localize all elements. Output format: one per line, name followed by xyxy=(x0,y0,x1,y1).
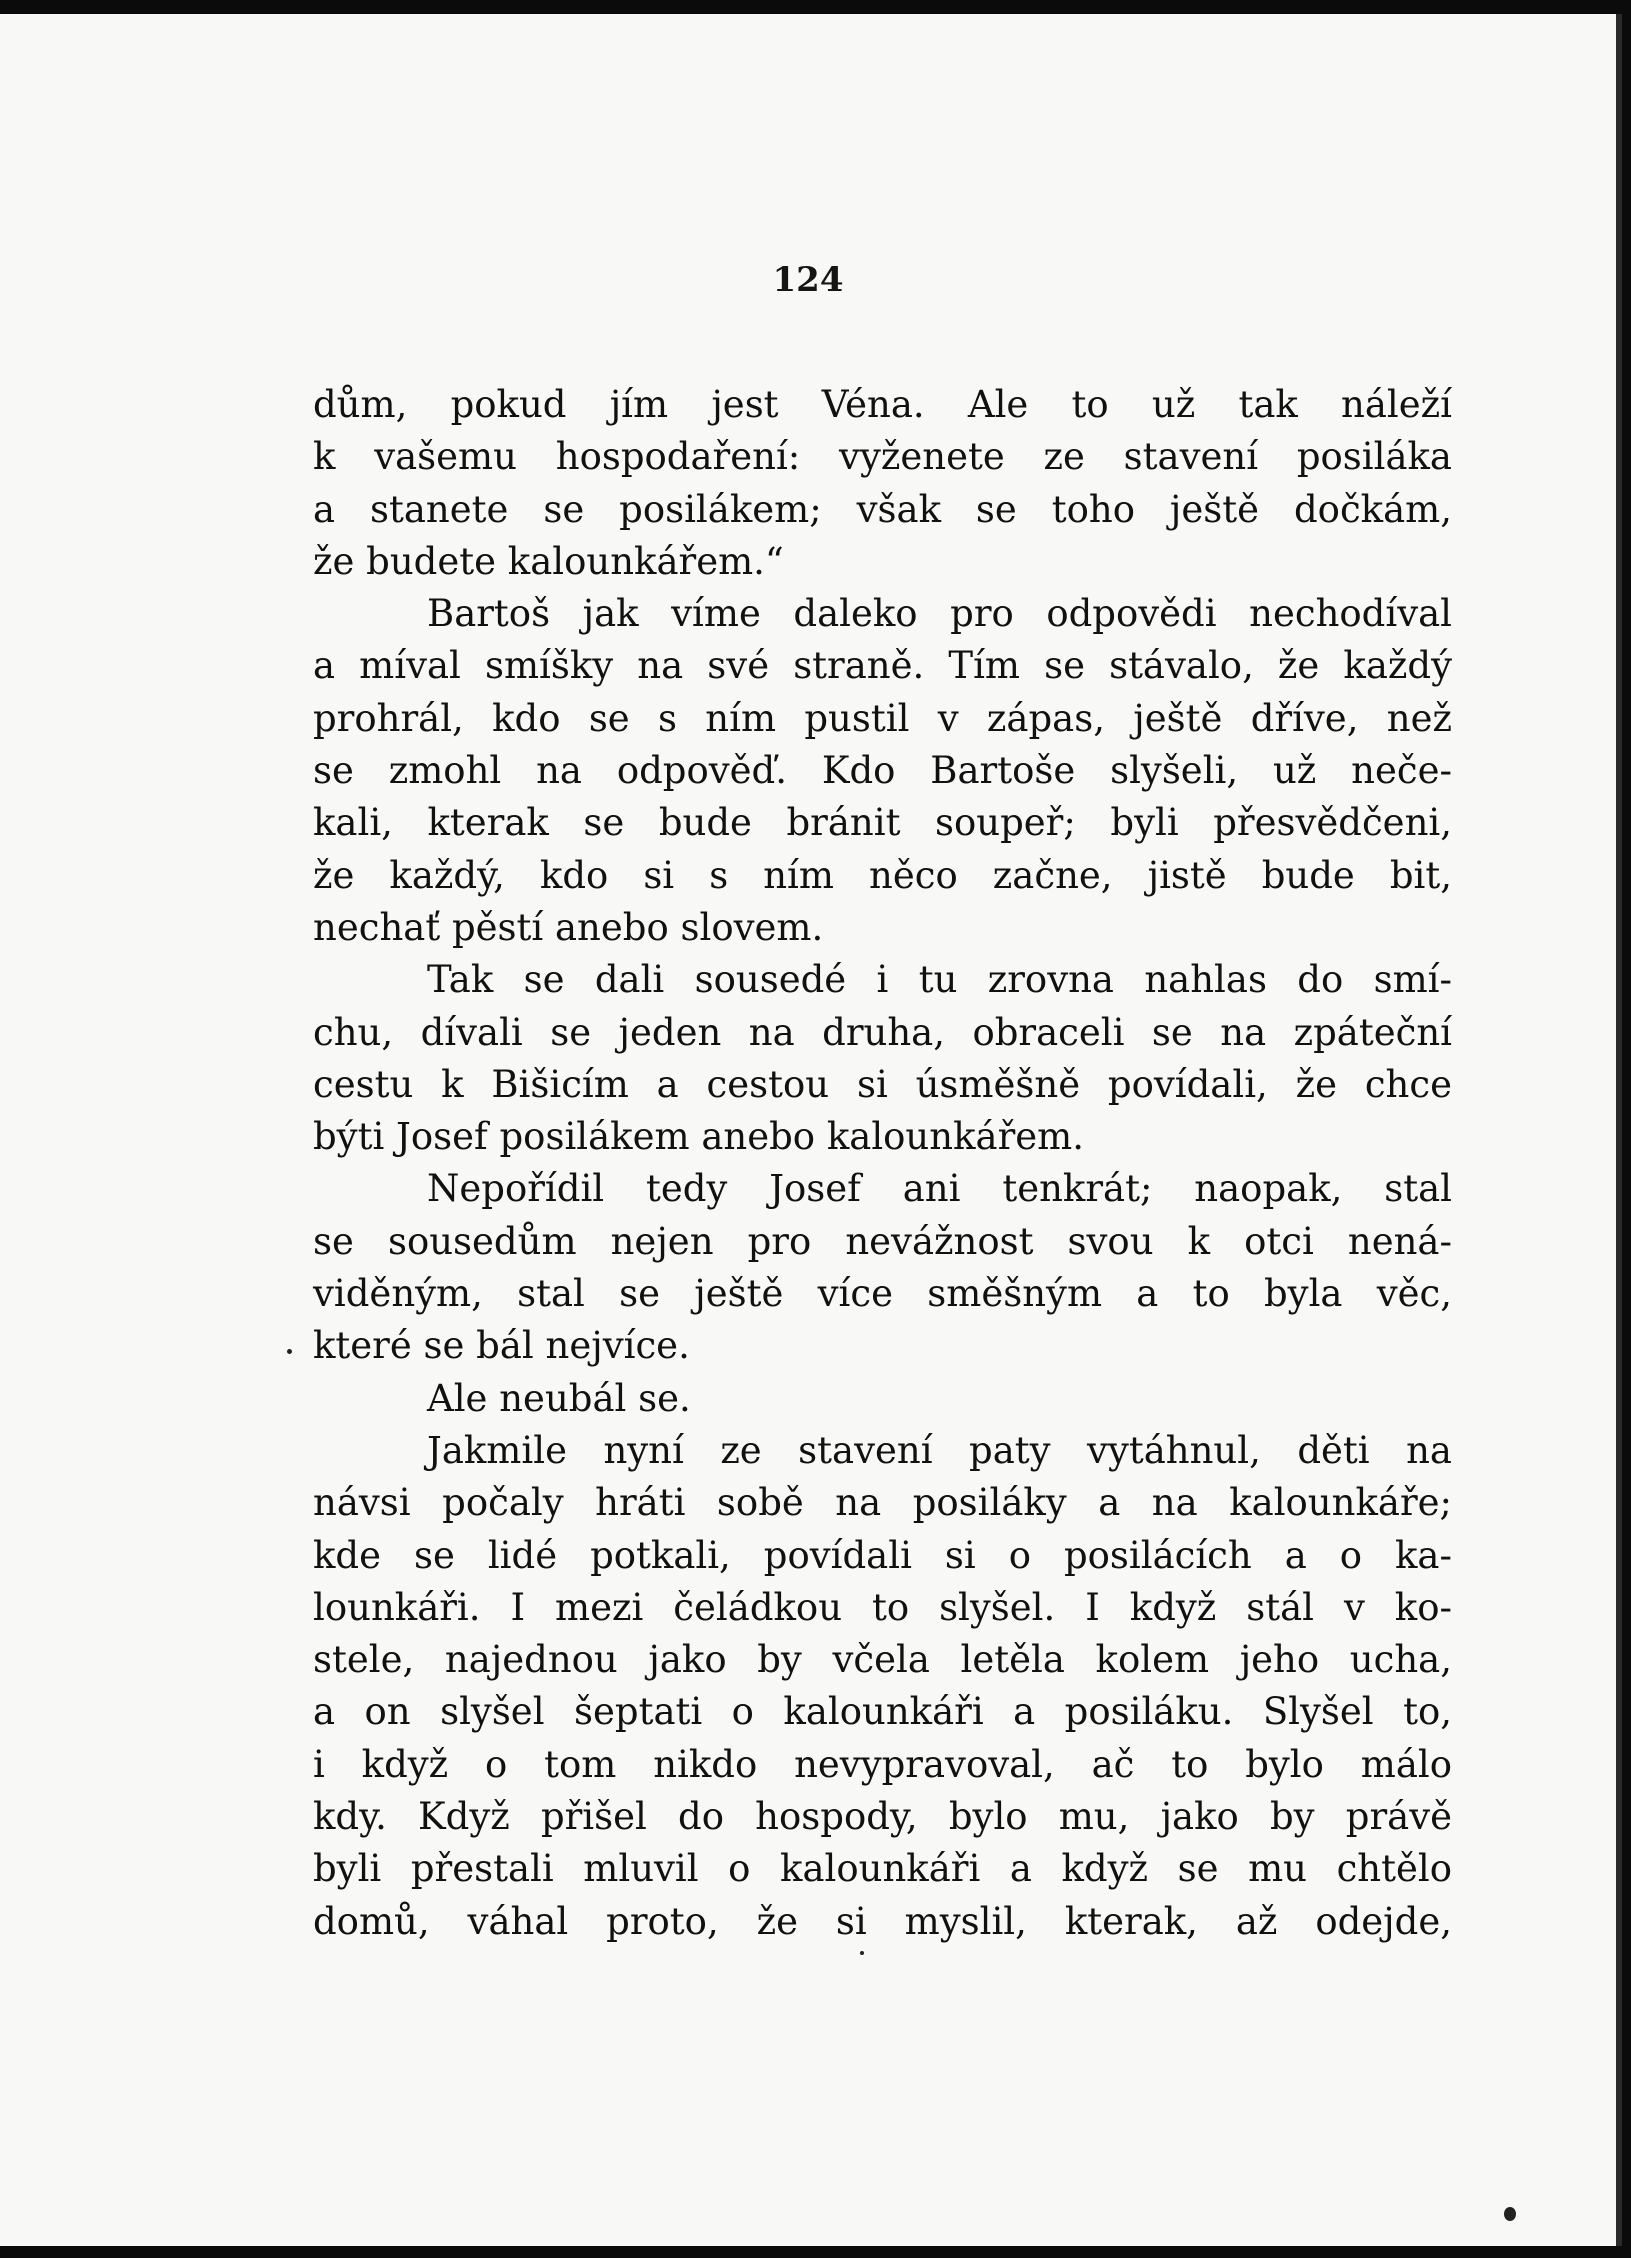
print-speck xyxy=(287,1349,292,1354)
text-line: lounkáři. I mezi čeládkou to slyšel. I když stál v ko- xyxy=(313,1585,1452,1629)
text-line: viděným, stal se ještě více směšným a to byla věc, xyxy=(313,1272,1452,1316)
book-page xyxy=(0,14,1622,2246)
text-line: Jakmile nyní ze stavení paty vytáhnul, děti na xyxy=(427,1428,1452,1472)
text-line: se sousedům nejen pro nevážnost svou k otci nená- xyxy=(313,1219,1452,1263)
text-line: dům, pokud jím jest Véna. Ale to už tak náleží xyxy=(313,383,1452,426)
text-line: byli přestali mluvil o kalounkáři a když se mu chtělo xyxy=(313,1847,1452,1891)
text-line: Bartoš jak víme daleko pro odpovědi nechodíval xyxy=(427,592,1452,636)
body-text xyxy=(313,379,1452,1948)
text-line: Ale neubál se. xyxy=(427,1376,691,1420)
text-line: i když o tom nikdo nevypravoval, ač to bylo málo xyxy=(313,1742,1452,1786)
text-line: se zmohl na odpověď. Kdo Bartoše slyšeli, už neče- xyxy=(313,749,1452,793)
text-line: kdy. Když přišel do hospody, bylo mu, jako by právě xyxy=(313,1795,1452,1839)
text-line: Tak se dali sousedé i tu zrovna nahlas do smí- xyxy=(427,958,1452,1002)
text-line: domů, váhal proto, že si myslil, kterak, až odejde, xyxy=(313,1899,1452,1943)
text-line: a stanete se posilákem; však se toho ještě dočkám, xyxy=(313,487,1452,531)
text-line: a míval smíšky na své straně. Tím se stávalo, že každý xyxy=(313,644,1452,688)
text-line: že každý, kdo si s ním něco začne, jistě bude bit, xyxy=(313,853,1452,897)
print-speck xyxy=(860,1951,864,1955)
page-number: 124 xyxy=(772,260,844,300)
text-line: býti Josef posilákem anebo kalounkářem. xyxy=(313,1115,1085,1159)
text-line: které se bál nejvíce. xyxy=(313,1324,690,1368)
text-line: prohrál, kdo se s ním pustil v zápas, ještě dříve, než xyxy=(313,696,1452,740)
text-line: že budete kalounkářem.“ xyxy=(313,539,784,583)
text-line: kde se lidé potkali, povídali si o posilácích a o ka- xyxy=(313,1533,1452,1577)
print-speck xyxy=(1504,2207,1516,2221)
text-line: nechať pěstí anebo slovem. xyxy=(313,905,824,949)
text-line: cestu k Bišicím a cestou si úsměšně povídali, že chce xyxy=(313,1062,1452,1106)
text-line: návsi počaly hráti sobě na posiláky a na kalounkáře; xyxy=(313,1481,1452,1525)
text-line: chu, dívali se jeden na druha, obraceli se na zpáteční xyxy=(313,1010,1452,1054)
text-line: Nepořídil tedy Josef ani tenkrát; naopak, stal xyxy=(427,1167,1452,1211)
text-line: a on slyšel šeptati o kalounkáři a posiláku. Slyšel to, xyxy=(313,1690,1452,1734)
text-line: kali, kterak se bude bránit soupeř; byli přesvědčeni, xyxy=(313,801,1452,845)
text-line: stele, najednou jako by včela letěla kolem jeho ucha, xyxy=(313,1638,1452,1682)
text-line: k vašemu hospodaření: vyženete ze stavení posiláka xyxy=(313,435,1452,479)
